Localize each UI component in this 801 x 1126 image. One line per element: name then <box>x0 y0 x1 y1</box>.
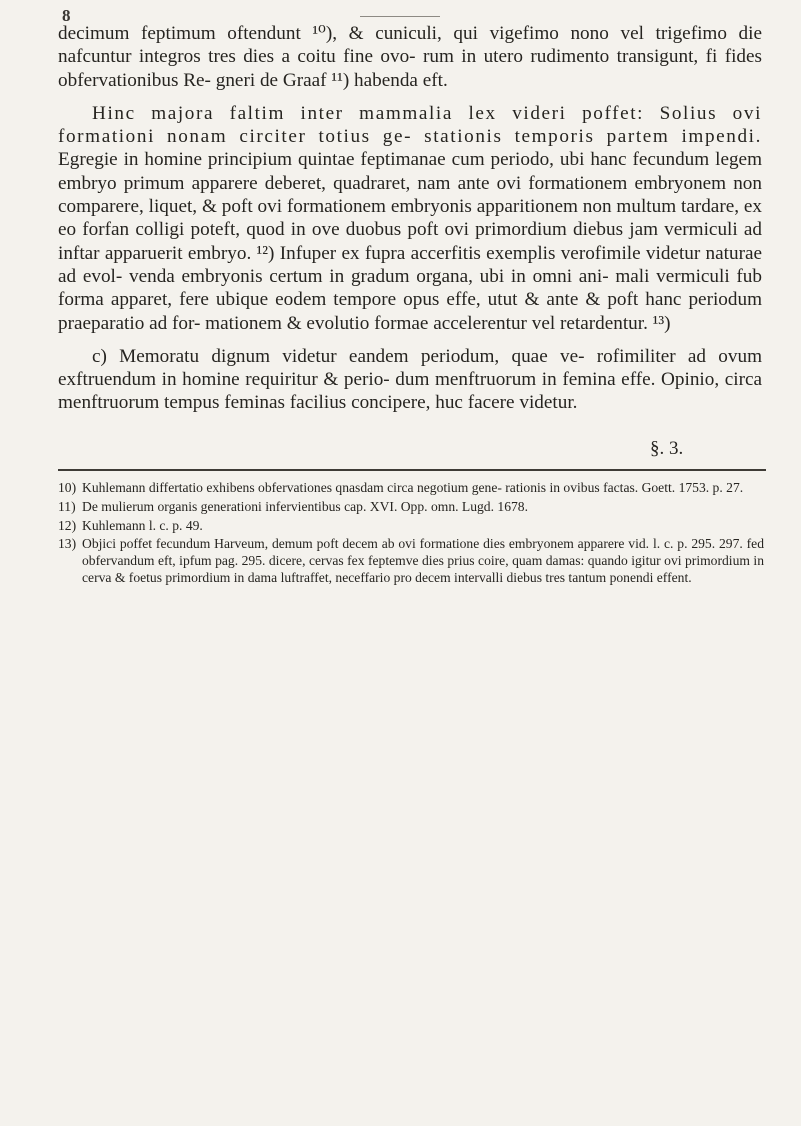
footnote-number: 12) <box>58 517 77 533</box>
paragraph-1-line-1: decimum feptimum oftendunt ¹⁰), & cuniculi, qui vigefimo nono <box>58 23 609 44</box>
footnote-11 <box>58 499 764 516</box>
footnote-text: Kuhlemann l. c. p. 49. <box>82 517 203 533</box>
footnote-13 <box>58 536 764 586</box>
footnote-text: Objici poffet fecundum Harveum, demum poft decem ab ovi formatione dies embryonem apparere vid. l. c. p. 295. 297. fed obfervandum eft, ipfum pag. 295. dicere, cervas fex feptemve dies prius coire, quam damas: quando igitur ovi primordium in cerva & foetus primordium in dama luftraffet, neceffario pro decem intervalli diebus tres tantum ponendi effent. <box>82 536 764 585</box>
footnote-text: De mulierum organis generationi infervientibus cap. XVI. Opp. omn. Lugd. 1678. <box>82 498 528 514</box>
paragraph-1-line-2: vel trigefimo die nafcuntur integros tres dies a coitu fine ovo- <box>58 23 762 68</box>
paragraph-2 <box>58 102 762 335</box>
footnotes <box>58 480 764 589</box>
footnote-number: 10) <box>58 480 77 495</box>
paragraph-1-line-3: rum in utero rudimento transigunt, fi fides obfervationibus Re- <box>58 46 762 91</box>
header-rule <box>360 16 440 17</box>
footnote-12 <box>58 518 764 535</box>
footnote-text: Kuhlemann differtatio exhibens obfervationes qnasdam circa negotium gene- rationis in ovibus factas. Goett. 1753. p. 27. <box>82 480 744 495</box>
footnote-10 <box>58 480 764 497</box>
paragraph-gap <box>58 92 762 102</box>
paragraph-1 <box>58 22 762 92</box>
paragraph-1-line-4: gneri de Graaf ¹¹) habenda eft. <box>215 69 448 91</box>
page-number: 8 <box>62 6 71 25</box>
main-text <box>58 22 762 415</box>
paragraph-gap <box>58 335 762 345</box>
paragraph-2-rest: Egregie in homine principium quintae feptimanae cum periodo, ubi hanc fecundum legem embryo primum apparere deberet, quadraret, nam ante ovi formationem embryonem non comparere, liquet, & poft ovi formationem embryonis apparitionem non multum tardare, ex eo forfan colligi poteft, quod in ove duobus poft ovi primordium diebus jam vermiculi ad inftar apparuerit embryo. ¹²) Infuper ex fupra accerfitis exemplis verofimile videtur naturae ad evol- venda embryonis certum in gradum organa, ubi in omni ani- mali vermiculi fub forma apparet, fere ubique eodem tempore opus effe, utut & ante & poft hanc periodum praeparatio ad for- mationem & evolutio formae accelerentur vel retardentur. ¹³) <box>58 149 762 334</box>
paragraph-2-spaced-lead: Hinc majora faltim inter mammalia lex videri poffet: Solius ovi formationi nonam circiter totius ge- stationis temporis partem impendi. <box>58 102 762 148</box>
footnote-number: 11) <box>58 498 76 514</box>
footnote-number: 13) <box>58 536 77 552</box>
section-mark: §. 3. <box>650 438 684 459</box>
footnote-rule <box>58 469 766 471</box>
paragraph-3: c) Memoratu dignum videtur eandem periodum, quae ve- rofimiliter ad ovum exftruendum in homine requiritur & perio- dum menftruorum in femina effe. Opinio, circa menftruorum tempus feminas facilius concipere, huc facere videtur. <box>58 345 762 414</box>
